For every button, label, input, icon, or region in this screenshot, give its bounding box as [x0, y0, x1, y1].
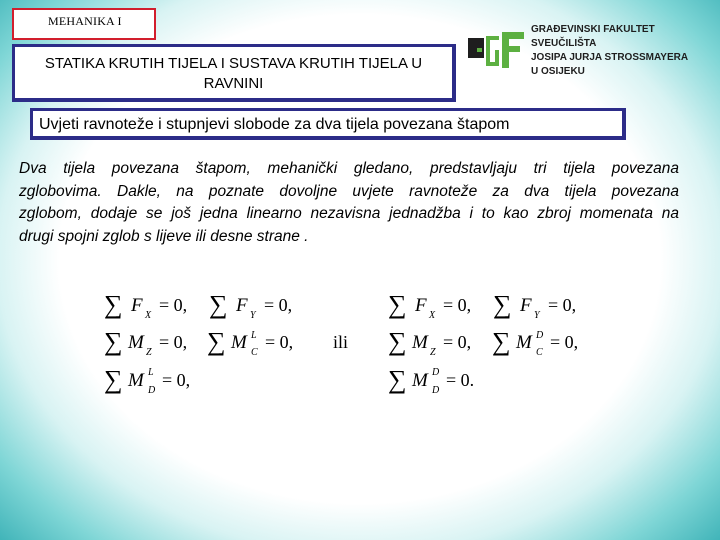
svg-text:∑: ∑: [493, 290, 512, 319]
institution-line: SVEUČILIŠTA: [531, 38, 597, 49]
svg-text:Z: Z: [430, 347, 436, 358]
svg-text:= 0,: = 0,: [443, 332, 472, 352]
svg-text:∑: ∑: [388, 327, 407, 356]
eq-left-mc: [207, 327, 293, 358]
institution-line: JOSIPA JURJA STROSSMAYERA: [531, 52, 689, 63]
svg-text:D: D: [536, 330, 544, 341]
or-word: ili: [333, 332, 349, 352]
institution-line: U OSIJEKU: [531, 66, 585, 77]
svg-text:∑: ∑: [492, 327, 511, 356]
svg-text:∑: ∑: [388, 290, 407, 319]
svg-text:F: F: [520, 295, 532, 316]
svg-text:X: X: [429, 310, 436, 321]
svg-text:F: F: [131, 295, 143, 316]
svg-text:∑: ∑: [388, 365, 407, 394]
paragraph-line: zglobovima. Dakle, na poznate dovoljne uvjete ravnoteže za dva tijela povezana: [19, 182, 679, 200]
svg-text:L: L: [148, 367, 154, 378]
svg-text:= 0.: = 0.: [446, 370, 475, 390]
svg-text:∑: ∑: [104, 290, 123, 319]
svg-text:Y: Y: [534, 310, 540, 321]
course-tag: MEHANIKA I: [12, 8, 156, 40]
eq-right-mz: [388, 327, 471, 358]
svg-text:M: M: [412, 332, 428, 353]
svg-text:Y: Y: [250, 310, 256, 321]
paragraph-line: zglobom, dodaje se još jedna linearno nezavisna jednadžba i to kao zbroj momenata na: [19, 205, 679, 222]
svg-text:= 0,: = 0,: [159, 295, 188, 315]
svg-text:M: M: [231, 332, 247, 353]
svg-text:= 0,: = 0,: [548, 295, 577, 315]
slide-title: STATIKA KRUTIH TIJELA I SUSTAVA KRUTIH TIJELA U RAVNINI: [12, 44, 456, 102]
svg-text:= 0,: = 0,: [162, 370, 191, 390]
institution-line: GRAĐEVINSKI FAKULTET: [531, 24, 655, 35]
svg-text:C: C: [251, 347, 258, 358]
svg-text:∑: ∑: [104, 327, 123, 356]
eq-right-md: [388, 365, 474, 396]
svg-text:M: M: [516, 332, 532, 353]
svg-text:∑: ∑: [104, 365, 123, 394]
svg-text:C: C: [536, 347, 543, 358]
svg-text:M: M: [412, 370, 428, 391]
svg-text:D: D: [432, 367, 440, 378]
eq-right-fy: [493, 290, 576, 321]
eq-left-mz: [104, 327, 187, 358]
svg-text:D: D: [148, 385, 156, 396]
svg-text:= 0,: = 0,: [550, 332, 579, 352]
svg-text:= 0,: = 0,: [264, 295, 293, 315]
paragraph-line: drugi spojni zglob s lijeve ili desne strane .: [19, 227, 309, 245]
svg-text:Z: Z: [146, 347, 152, 358]
svg-text:= 0,: = 0,: [443, 295, 472, 315]
section-subtitle: Uvjeti ravnoteže i stupnjevi slobode za dva tijela povezana štapom: [30, 108, 626, 140]
eq-left-fy: [209, 290, 292, 321]
eq-right-mc: [492, 327, 578, 358]
svg-text:M: M: [128, 370, 144, 391]
paragraph-line: Dva tijela povezana štapom, mehanički gledano, predstavljaju tri tijela povezana: [19, 160, 679, 177]
svg-text:M: M: [128, 332, 144, 353]
eq-left-fx: [104, 290, 187, 321]
svg-text:= 0,: = 0,: [159, 332, 188, 352]
svg-text:= 0,: = 0,: [265, 332, 294, 352]
svg-text:∑: ∑: [207, 327, 226, 356]
svg-text:∑: ∑: [209, 290, 228, 319]
svg-text:F: F: [415, 295, 427, 316]
svg-text:X: X: [145, 310, 152, 321]
eq-left-md: [104, 365, 190, 396]
svg-text:F: F: [236, 295, 248, 316]
eq-right-fx: [388, 290, 471, 321]
svg-text:L: L: [251, 330, 257, 341]
svg-text:D: D: [432, 385, 440, 396]
